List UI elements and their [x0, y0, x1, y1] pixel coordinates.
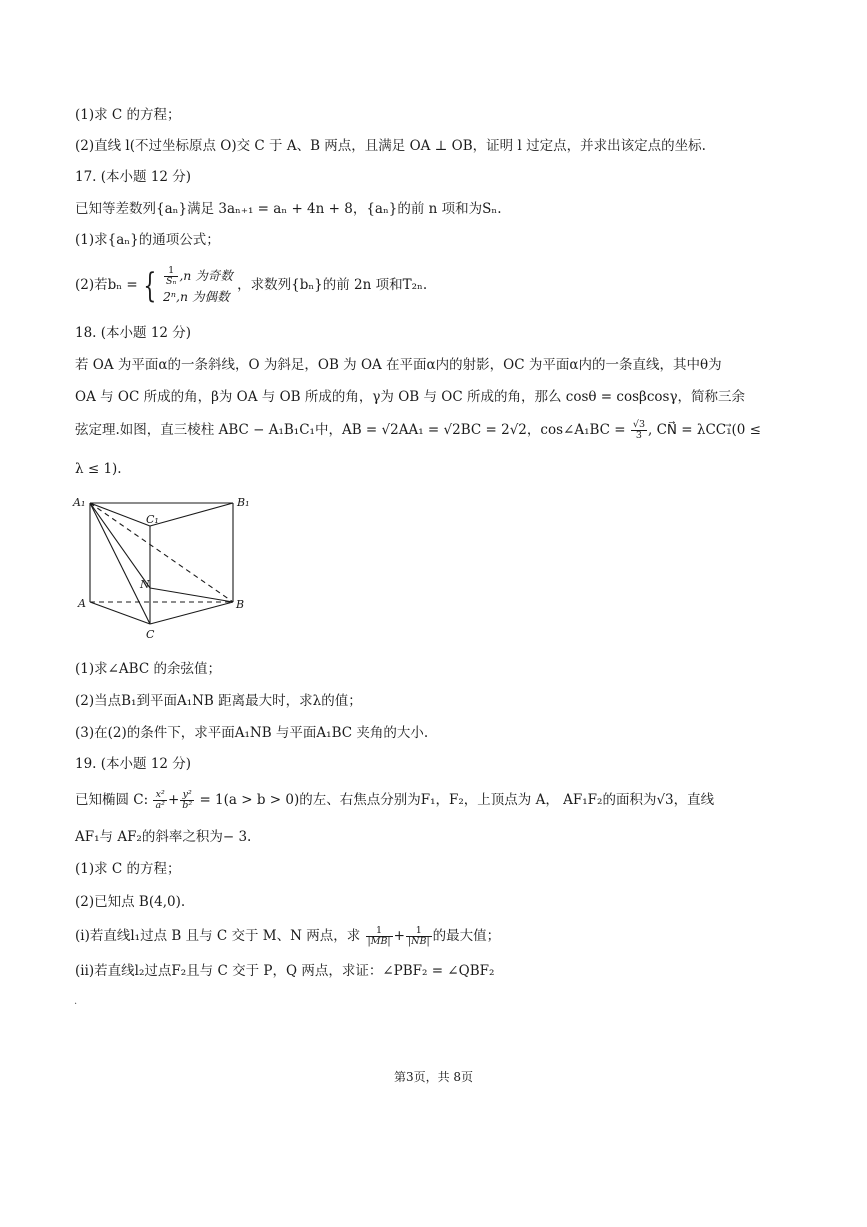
- case-even: 2ⁿ,n 为偶数: [162, 288, 230, 304]
- q17-stem: 已知等差数列{aₙ}满足 3aₙ₊₁ = aₙ + 4n + 8，{aₙ}的前 n 项和为Sₙ.: [75, 201, 502, 217]
- edge-c-b: [150, 602, 233, 624]
- label-a1: A₁: [73, 496, 86, 509]
- q19-line1-b: = 1(a > b > 0)的左、右焦点分别为F₁，F₂，上顶点为 A， AF₁F₂的面积为√3，直线: [199, 792, 715, 808]
- piecewise-cases: [163, 266, 233, 306]
- case1-numerator: 1: [164, 266, 178, 277]
- q18-line1: 若 OA 为平面α的一条斜线，O 为斜足，OB 为 OA 在平面α内的射影，OC 为平面α内的一条直线，其中θ为: [75, 357, 722, 373]
- line-a1-b-hidden: [90, 503, 233, 602]
- q18-part2: (2)当点B₁到平面A₁NB 距离最大时，求λ的值；: [75, 693, 362, 709]
- q18-line3-a: 弦定理.如图，直三棱柱 ABC − A₁B₁C₁中，AB = √2AA₁ = √2BC = 2√2，cos∠A₁BC =: [75, 422, 626, 438]
- q19-part2-i-b: 的最大值；: [432, 928, 501, 944]
- y-numerator: y²: [180, 790, 194, 801]
- label-b: B: [236, 598, 245, 611]
- q17-part2: [75, 265, 795, 306]
- left-brace-icon: {: [143, 265, 157, 306]
- cos-denominator: 3: [635, 430, 642, 441]
- q19-line1-a: 已知椭圆 C:: [75, 792, 149, 808]
- label-c1: C₁: [146, 513, 159, 526]
- x-numerator: x²: [153, 790, 166, 801]
- q19-line1: [75, 790, 795, 811]
- fraction-nb-numerator: 1: [406, 926, 432, 937]
- label-b1: B₁: [237, 496, 250, 509]
- prism-figure: [70, 490, 270, 645]
- label-n: N: [140, 578, 150, 591]
- q17-part2-suffix: ，求数列{bₙ}的前 2n 项和T₂ₙ.: [237, 277, 428, 293]
- line-a1-n: [90, 503, 150, 588]
- q17-header: 17. (本小题 12 分): [75, 169, 192, 185]
- fraction-mb-numerator: 1: [366, 926, 393, 937]
- q18-header: 18. (本小题 12 分): [75, 325, 192, 341]
- cos-numerator: √3: [632, 419, 645, 430]
- stray-dot: .: [74, 996, 78, 1007]
- fraction-nb: [406, 926, 432, 947]
- q19-part2-i: (ⅰ)若直线l₁过点 B 且与 C 交于 M、N 两点，求 $\frac{1}{|MB|}$ + $\frac{1}{|NB|}$ 的最大值；: [75, 925, 501, 947]
- label-c: C: [146, 628, 155, 641]
- edge-c1-b1: [150, 503, 233, 526]
- q18-line4: λ ≤ 1).: [75, 461, 122, 477]
- case1-fraction: [164, 266, 178, 287]
- q18-part1: (1)求∠ABC 的余弦值；: [75, 661, 221, 677]
- case1-condition: ,n 为奇数: [179, 267, 233, 283]
- q16-part2: (2)直线 l(不过坐标原点 O)交 C 于 A、B 两点，且满足 OA ⊥ OB，证明 l 过定点，并求出该定点的坐标.: [75, 138, 706, 154]
- q17-part2-prefix: (2)若bₙ =: [75, 277, 138, 293]
- q19-line2: AF₁与 AF₂的斜率之积为− 3.: [75, 829, 252, 845]
- cos-fraction: [631, 420, 647, 441]
- x-fraction: [153, 790, 166, 811]
- q16-part1: (1)求 C 的方程；: [75, 107, 181, 123]
- q19-part2: (2)已知点 B(4,0).: [75, 894, 186, 910]
- q18-line2: OA 与 OC 所成的角，β为 OA 与 OB 所成的角，γ为 OB 与 OC 所成的角，那么 cosθ = cosβcosγ，简称三余: [75, 389, 746, 405]
- label-a: A: [78, 597, 86, 610]
- q19-part1: (1)求 C 的方程；: [75, 861, 181, 877]
- q18-line3: [75, 420, 795, 441]
- page-footer: 第3页，共 8页: [393, 1070, 474, 1084]
- fraction-mb: [366, 926, 393, 947]
- q17-part1: (1)求{aₙ}的通项公式；: [75, 232, 220, 248]
- x-denominator: a²: [155, 800, 165, 811]
- q19-part2-i-a: (ⅰ)若直线l₁过点 B 且与 C 交于 M、N 两点，求: [75, 928, 361, 944]
- q18-line3-b: , CN⃗ = λCC₁⃗(0 ≤: [648, 422, 761, 438]
- y-fraction: [180, 790, 194, 811]
- edge-a1-c1: [90, 503, 150, 526]
- case1-denominator: Sₙ: [165, 275, 177, 287]
- fraction-mb-denominator: |MB|: [367, 936, 391, 947]
- q18-part3: (3)在(2)的条件下，求平面A₁NB 与平面A₁BC 夹角的大小.: [75, 725, 429, 741]
- line-n-b: [150, 588, 233, 602]
- plus-sign: +: [167, 792, 180, 808]
- q19-header: 19. (本小题 12 分): [75, 756, 192, 772]
- y-denominator: b²: [182, 800, 193, 811]
- fraction-nb-denominator: |NB|: [407, 936, 430, 947]
- case-odd: [163, 266, 233, 287]
- q19-part2-ii: (ⅱ)若直线l₂过点F₂且与 C 交于 P，Q 两点，求证：∠PBF₂ = ∠QBF₂: [75, 963, 495, 979]
